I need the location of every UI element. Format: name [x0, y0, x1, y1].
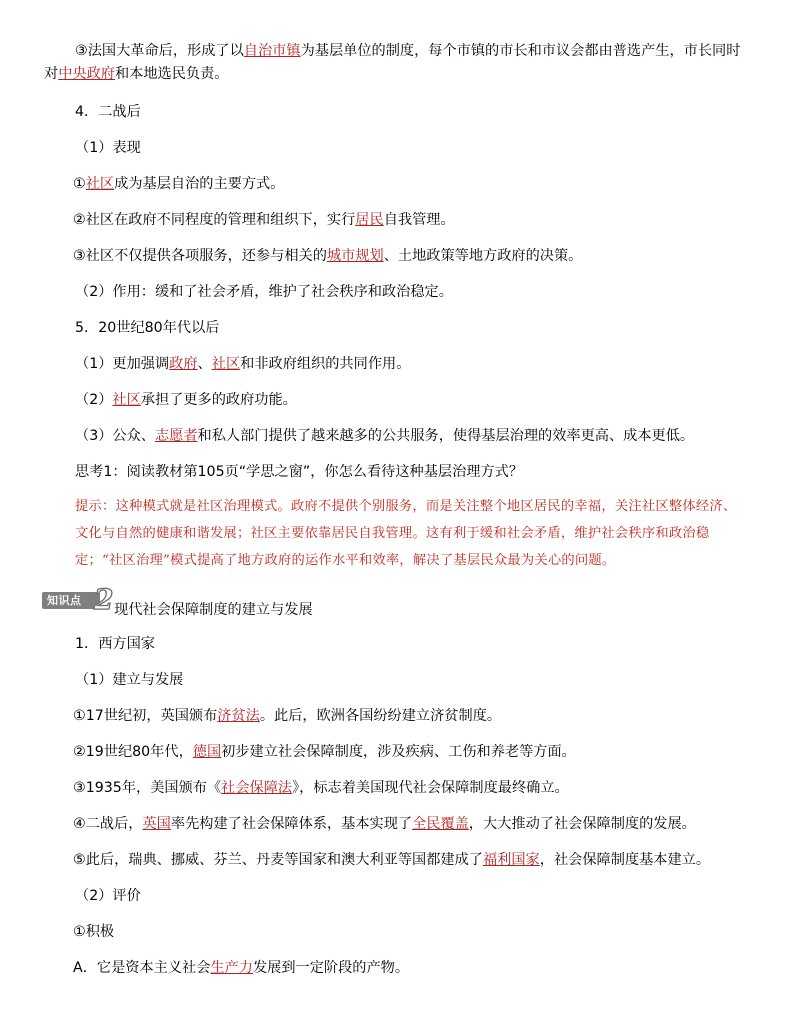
text: （2）评价	[75, 888, 141, 904]
keyword: 志愿者	[154, 428, 198, 444]
text: ④二战后，	[73, 816, 143, 832]
item-uk	[73, 814, 696, 834]
text: 1．西方国家	[75, 636, 155, 652]
section-title: 现代社会保障制度的建立与发展	[114, 602, 313, 618]
subheading-establish	[75, 670, 183, 690]
text: ①	[73, 176, 86, 192]
text: 和本地选民负责。	[114, 66, 229, 82]
hint-paragraph: 提示：这种模式就是社区治理模式。政府不提供个别服务，而是关注整个地区居民的幸福，关注社区整体经济、文化与自然的健康和谐发展；社区主要依靠居民自我管理。这有利于缓和社会矛盾，维护社会秩序和政治稳定；“社区治理”模式提高了地方政府的运作水平和效率，解决了基层民众最为关心的问题。	[75, 499, 737, 568]
keyword: 社区	[85, 176, 115, 192]
keyword: 自治市镇	[243, 43, 301, 59]
text: A．它是资本主义社会	[73, 960, 211, 976]
badge-label: 知识点	[47, 594, 82, 607]
text: （1）更加强调	[75, 356, 170, 372]
keyword: 福利国家	[482, 852, 540, 868]
subheading-performance	[75, 138, 141, 158]
text: 对	[44, 66, 59, 82]
text: 成为基层自治的主要方式。	[114, 176, 285, 192]
text: 、	[197, 356, 212, 372]
item-1	[73, 174, 284, 194]
text: 承担了更多的政府功能。	[140, 392, 297, 408]
heading-western	[75, 634, 155, 654]
item-usa	[73, 778, 569, 798]
item-poor-law	[73, 706, 501, 726]
text: 发展到一定阶段的产物。	[252, 960, 410, 976]
text: 为基层单位的制度，每个市镇的市长和市议会都由普选产生，市长同时	[300, 43, 741, 59]
keyword: 社区	[112, 392, 141, 408]
keyword: 居民	[355, 212, 384, 228]
keyword: 城市规划	[326, 248, 384, 264]
keyword: 英国	[142, 816, 171, 832]
item-germany	[73, 742, 576, 762]
text: 和私人部门提供了越来越多的公共服务，使得基层治理的效率更高、成本更低。	[197, 428, 695, 444]
text: （1）表现	[75, 140, 141, 156]
text: ③法国大革命后，形成了以	[75, 43, 244, 59]
item-positive	[73, 922, 114, 942]
badge-number: 2	[94, 583, 114, 616]
keyword: 济贫法	[217, 708, 260, 724]
text: 和非政府组织的共同作用。	[240, 356, 411, 372]
keyword: 社区	[211, 356, 241, 372]
text: ①17世纪初，英国颁布	[73, 708, 218, 724]
text: ①积极	[73, 924, 115, 940]
text: 5．20世纪80年代以后	[75, 320, 220, 336]
paragraph-france	[75, 41, 740, 61]
text: ②19世纪80年代，	[73, 744, 193, 760]
text: ，社会保障制度基本建立。	[539, 852, 711, 868]
text: 》，标志着美国现代社会保障制度最终确立。	[292, 780, 569, 796]
text: （1）建立与发展	[75, 672, 184, 688]
text: （2）作用：缓和了社会矛盾，维护了社会秩序和政治稳定。	[75, 284, 453, 300]
subheading-effect	[75, 282, 453, 302]
text: 、土地政策等地方政府的决策。	[383, 248, 583, 264]
item-2	[73, 210, 455, 230]
text: ③社区不仅提供各项服务，还参与相关的	[73, 248, 327, 264]
text: 思考1：阅读教材第105页“学思之窗”，你怎么看待这种基层治理方式？	[75, 464, 524, 480]
keyword: 中央政府	[58, 66, 115, 82]
item-3	[73, 246, 582, 266]
text: ③1935年，美国颁布《	[73, 780, 222, 796]
knowledge-point-badge	[42, 583, 114, 616]
think-question	[75, 462, 523, 482]
text: （3）公众、	[75, 428, 155, 444]
text: ②社区在政府不同程度的管理和组织下，实行	[73, 212, 356, 228]
item-1980s-1	[75, 354, 410, 374]
text: 自我管理。	[383, 212, 455, 228]
text: 4．二战后	[75, 104, 141, 120]
paragraph-france-cont	[44, 64, 228, 84]
text: 率先构建了社会保障体系，基本实现了	[170, 816, 413, 832]
keyword: 德国	[192, 744, 222, 760]
keyword: 社会保障法	[221, 780, 293, 796]
heading-postwar	[75, 102, 141, 122]
item-productivity	[73, 958, 409, 978]
text: 初步建立社会保障制度，涉及疾病、工伤和养老等方面。	[221, 744, 576, 760]
subheading-evaluation	[75, 886, 141, 906]
text: ⑤此后，瑞典、挪威、芬兰、丹麦等国家和澳大利亚等国都建成了	[73, 852, 483, 868]
heading-1980s	[75, 318, 219, 338]
item-1980s-3	[75, 426, 694, 446]
text: （2）	[75, 392, 113, 408]
keyword: 生产力	[210, 960, 253, 976]
item-1980s-2	[75, 390, 297, 410]
item-welfare-states	[73, 850, 710, 870]
keyword: 全民覆盖	[412, 816, 469, 832]
keyword: 政府	[169, 356, 198, 372]
text: ，大大推动了社会保障制度的发展。	[468, 816, 696, 832]
text: 。此后，欧洲各国纷纷建立济贫制度。	[259, 708, 502, 724]
